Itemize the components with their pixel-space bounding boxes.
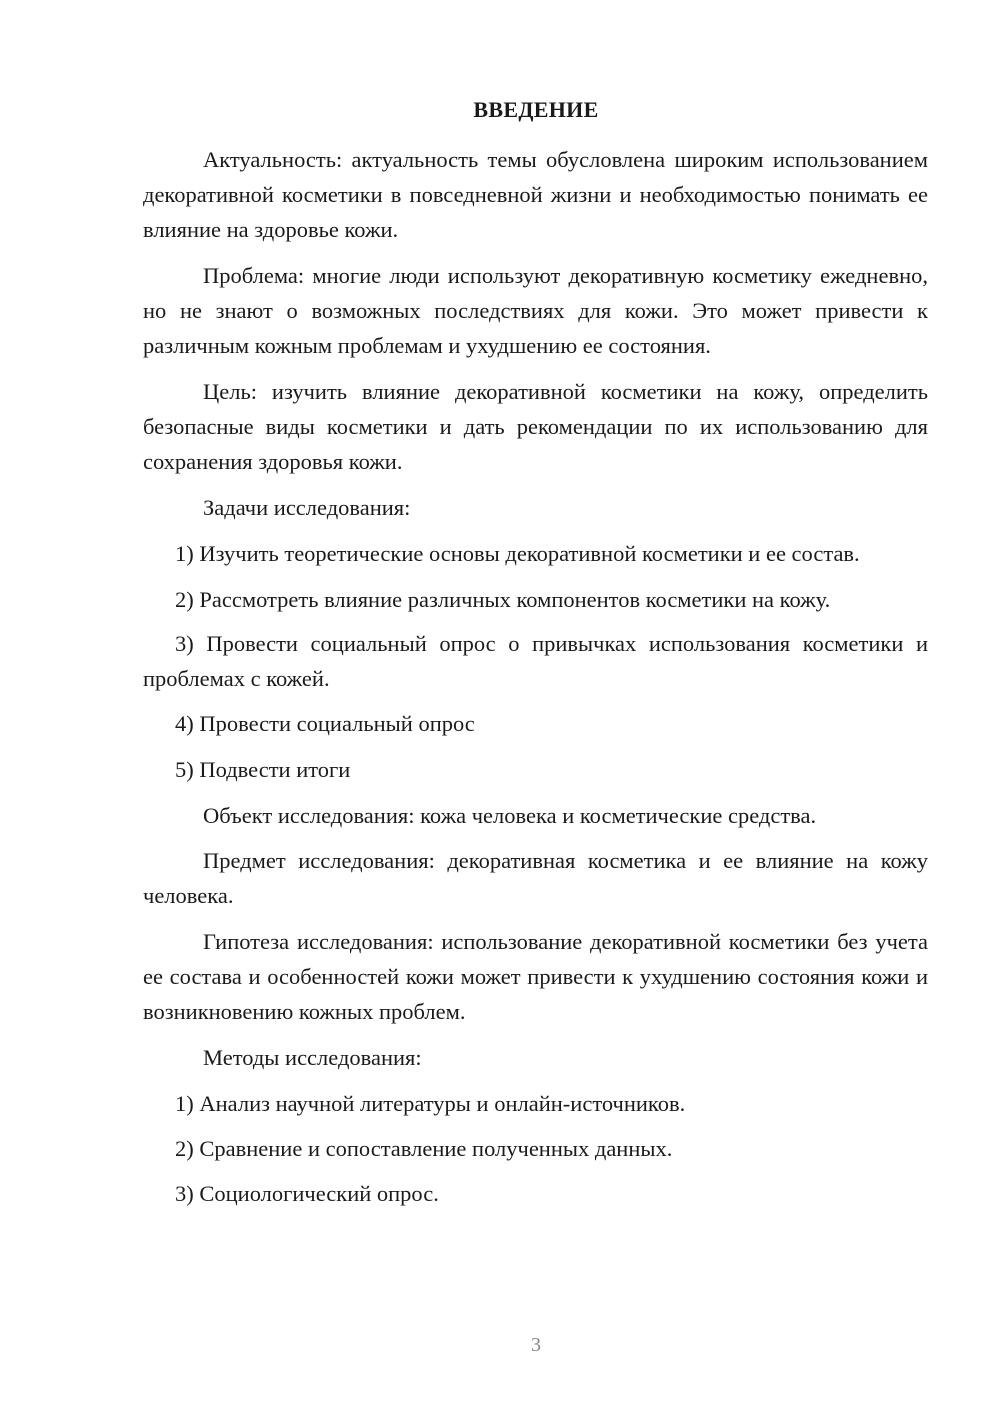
- task-item-4: 4) Провести социальный опрос: [175, 711, 475, 736]
- page-number: 3: [531, 1334, 541, 1356]
- goal-paragraph: Цель: изучить влияние декоративной косметики на кожу, определить безопасные виды косметики и дать рекомендации по их использованию для сохранения здоровья кожи.: [143, 379, 928, 474]
- method-item-3: 3) Социологический опрос.: [175, 1181, 439, 1206]
- task-item-5: 5) Подвести итоги: [175, 757, 351, 782]
- hypothesis-paragraph: Гипотеза исследования: использование декоративной косметики без учета ее состава и особенностей кожи может привести к ухудшению состояния кожи и возникновению кожных проблем.: [143, 929, 928, 1024]
- problem-paragraph: Проблема: многие люди используют декоративную косметику ежедневно, но не знают о возможных последствиях для кожи. Это может привести к различным кожным проблемам и ухудшению ее состояния.: [143, 263, 928, 358]
- tasks-heading: Задачи исследования:: [203, 495, 411, 520]
- task-item-3: 3) Провести социальный опрос о привычках использования косметики и проблемах с кожей.: [143, 631, 928, 691]
- subject-paragraph: Предмет исследования: декоративная косметика и ее влияние на кожу человека.: [143, 848, 928, 908]
- task-item-1: 1) Изучить теоретические основы декоративной косметики и ее состав.: [175, 541, 860, 566]
- methods-heading: Методы исследования:: [203, 1045, 422, 1070]
- object-paragraph: Объект исследования: кожа человека и косметические средства.: [203, 803, 817, 828]
- task-item-2: 2) Рассмотреть влияние различных компонентов косметики на кожу.: [175, 587, 831, 612]
- section-title: ВВЕДЕНИЕ: [473, 97, 599, 122]
- method-item-1: 1) Анализ научной литературы и онлайн-источников.: [175, 1091, 686, 1116]
- method-item-2: 2) Сравнение и сопоставление полученных данных.: [175, 1136, 673, 1161]
- relevance-paragraph: Актуальность: актуальность темы обусловлена широким использованием декоративной косметики в повседневной жизни и необходимостью понимать ее влияние на здоровье кожи.: [143, 147, 928, 242]
